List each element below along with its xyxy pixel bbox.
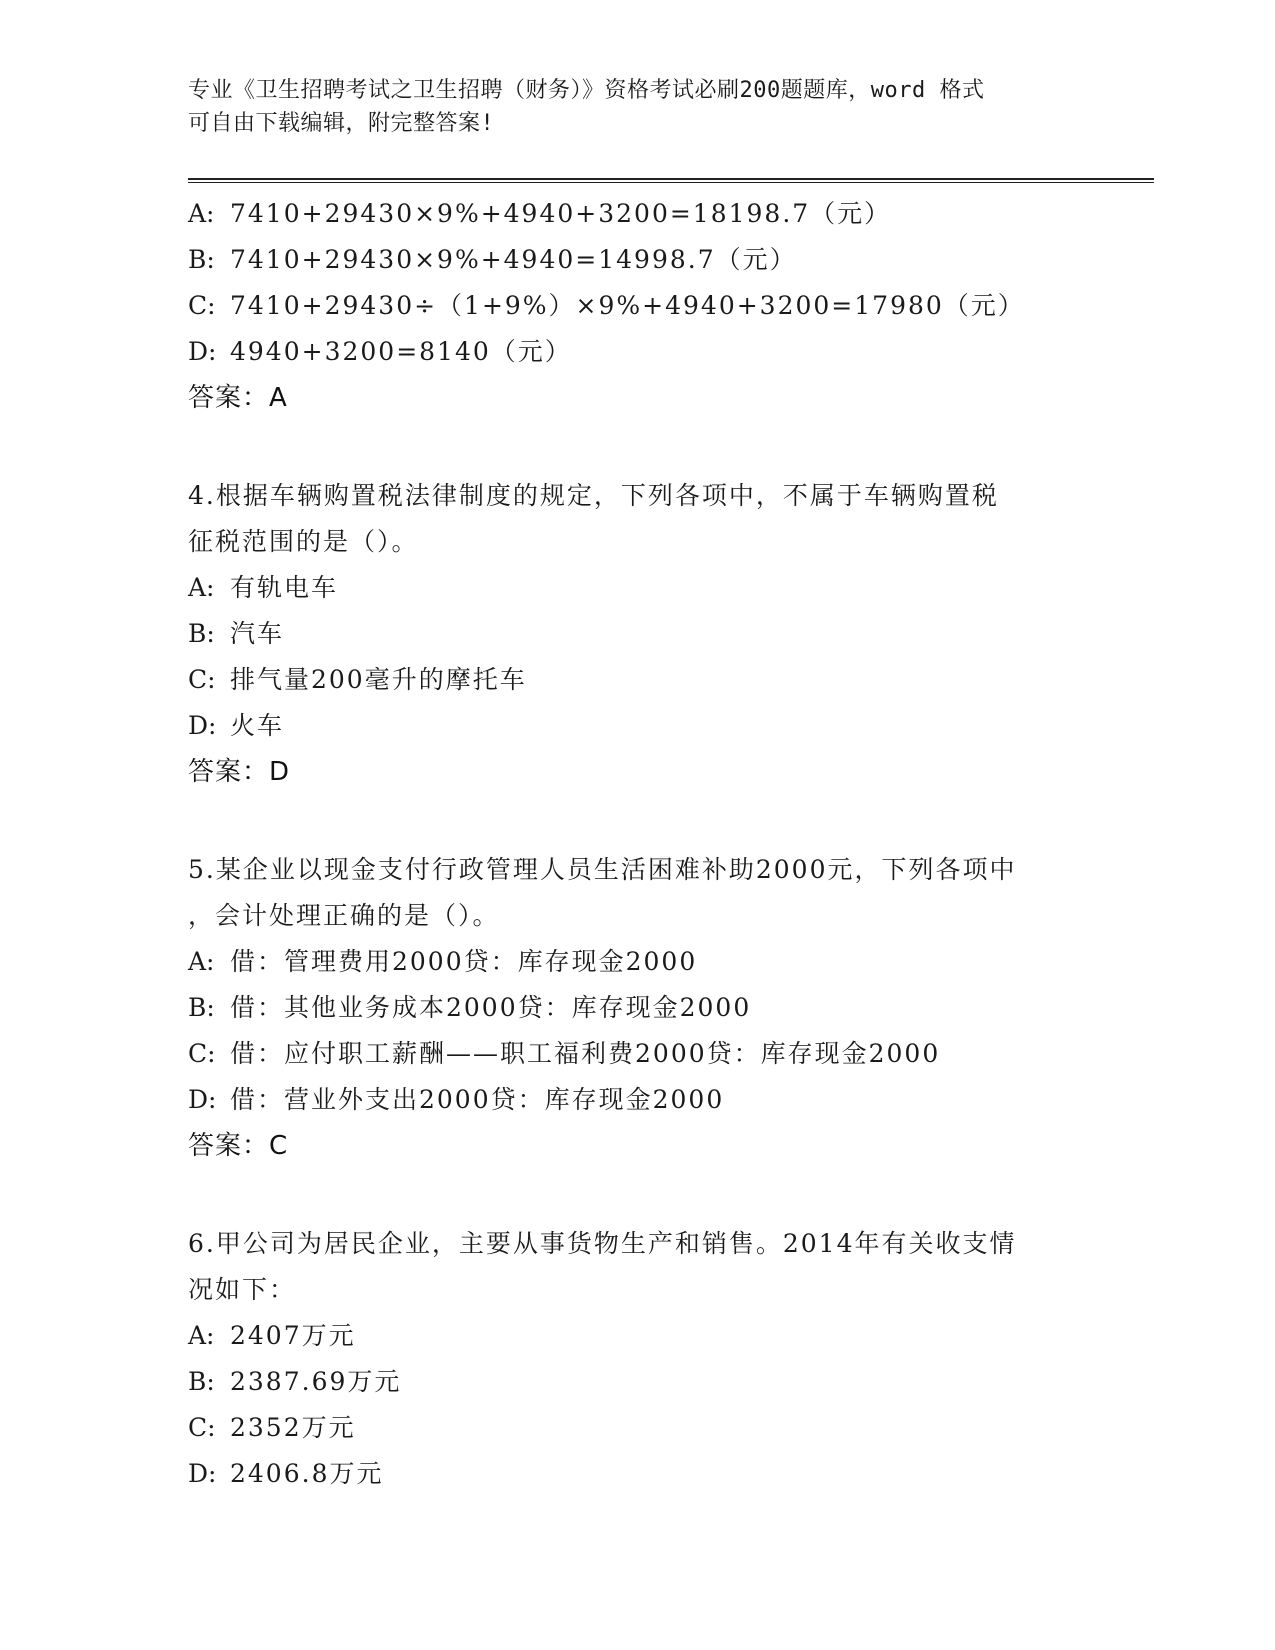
option-text: 借：其他业务成本2000贷：库存现金2000 bbox=[230, 993, 752, 1022]
option-text: 借：应付职工薪酬——职工福利费2000贷：库存现金2000 bbox=[230, 1039, 941, 1068]
option-a bbox=[188, 939, 1088, 985]
answer-line: 答案：A bbox=[188, 383, 288, 413]
option-label: A: bbox=[188, 947, 215, 976]
option-text: 汽车 bbox=[230, 619, 285, 648]
option-b bbox=[188, 1359, 1088, 1405]
question-list bbox=[188, 191, 1088, 1497]
answer-line: 答案：D bbox=[188, 757, 291, 787]
question-stem-line-1: 5.某企业以现金支付行政管理人员生活困难补助2000元，下列各项中 bbox=[188, 855, 1017, 884]
question-stem-line-1: 4.根据车辆购置税法律制度的规定，下列各项中，不属于车辆购置税 bbox=[188, 481, 999, 510]
header-divider-thin bbox=[188, 182, 1154, 183]
option-text: 2407万元 bbox=[230, 1321, 356, 1350]
option-text: 4940+3200=8140（元） bbox=[230, 337, 572, 366]
option-text: 2387.69万元 bbox=[230, 1367, 402, 1396]
option-text: 借：管理费用2000贷：库存现金2000 bbox=[230, 947, 698, 976]
question-5 bbox=[188, 847, 1088, 1169]
question-4 bbox=[188, 473, 1088, 795]
question-stem-line-2: ，会计处理正确的是（）。 bbox=[188, 901, 500, 930]
option-label: D: bbox=[188, 1459, 217, 1488]
option-label: B: bbox=[188, 993, 215, 1022]
option-d bbox=[188, 1451, 1088, 1497]
header-divider-thick bbox=[188, 178, 1154, 180]
option-text: 7410+29430÷（1+9%）×9%+4940+3200=17980（元） bbox=[230, 291, 1025, 320]
option-label: B: bbox=[188, 245, 215, 274]
question-3 bbox=[188, 191, 1088, 421]
option-c bbox=[188, 283, 1088, 329]
option-text: 2352万元 bbox=[230, 1413, 356, 1442]
header-line-1: 专业《卫生招聘考试之卫生招聘（财务）》资格考试必刷200题题库，word 格式 bbox=[188, 78, 985, 103]
option-text: 借：营业外支出2000贷：库存现金2000 bbox=[230, 1085, 725, 1114]
question-stem-line-2: 征税范围的是（）。 bbox=[188, 527, 419, 556]
answer-line: 答案：C bbox=[188, 1131, 289, 1161]
option-label: C: bbox=[188, 665, 216, 694]
option-b bbox=[188, 985, 1088, 1031]
option-text: 排气量200毫升的摩托车 bbox=[230, 665, 527, 694]
option-a bbox=[188, 565, 1088, 611]
option-label: B: bbox=[188, 619, 215, 648]
question-stem-line-2: 况如下： bbox=[188, 1275, 297, 1304]
option-a bbox=[188, 191, 1088, 237]
option-label: B: bbox=[188, 1367, 215, 1396]
option-label: D: bbox=[188, 337, 217, 366]
option-label: C: bbox=[188, 1413, 216, 1442]
question-6 bbox=[188, 1221, 1088, 1497]
option-text: 7410+29430×9%+4940=14998.7（元） bbox=[230, 245, 797, 274]
option-label: C: bbox=[188, 291, 216, 320]
question-stem-line-1: 6.甲公司为居民企业，主要从事货物生产和销售。2014年有关收支情 bbox=[188, 1229, 1017, 1258]
option-d bbox=[188, 1077, 1088, 1123]
option-text: 2406.8万元 bbox=[230, 1459, 384, 1488]
option-text: 有轨电车 bbox=[230, 573, 339, 602]
option-text: 7410+29430×9%+4940+3200=18198.7（元） bbox=[230, 199, 892, 228]
option-label: D: bbox=[188, 711, 217, 740]
option-a bbox=[188, 1313, 1088, 1359]
option-label: D: bbox=[188, 1085, 217, 1114]
option-c bbox=[188, 1405, 1088, 1451]
option-label: C: bbox=[188, 1039, 216, 1068]
option-d bbox=[188, 329, 1088, 375]
option-label: A: bbox=[188, 1321, 215, 1350]
option-label: A: bbox=[188, 199, 215, 228]
option-text: 火车 bbox=[230, 711, 285, 740]
option-d bbox=[188, 703, 1088, 749]
option-label: A: bbox=[188, 573, 215, 602]
header-line-2: 可自由下载编辑，附完整答案! bbox=[188, 111, 495, 136]
option-c bbox=[188, 657, 1088, 703]
option-b bbox=[188, 611, 1088, 657]
option-b bbox=[188, 237, 1088, 283]
document-header bbox=[188, 74, 1088, 140]
option-c bbox=[188, 1031, 1088, 1077]
